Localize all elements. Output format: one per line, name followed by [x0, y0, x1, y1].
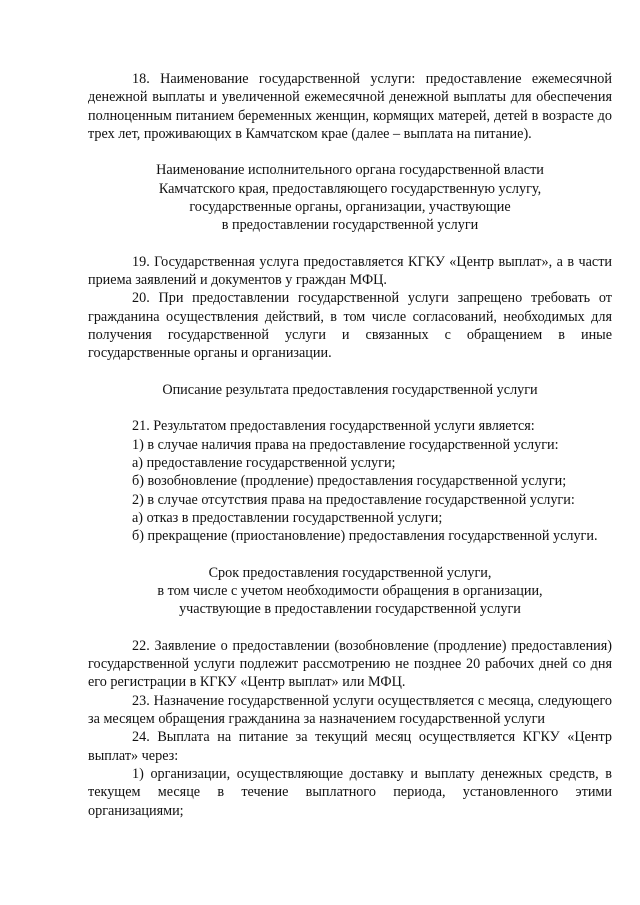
item-21-1-a: а) предоставление государственной услуги;: [132, 454, 396, 471]
item-21-2-a: а) отказ в предоставлении государственной услуги;: [132, 509, 443, 526]
section-gap: [88, 399, 612, 417]
paragraph-21: 21. Результатом предоставления государственной услуги является:: [132, 418, 535, 435]
section-gap: [88, 143, 612, 161]
paragraph-18: 18. Наименование государственной услуги: предоставление ежемесячной денежной выплаты и увеличенной ежемесячной денежной выплаты для обеспечения полноценным питанием беременных женщин, кормящих матерей, детей в возрасте до трех лет, проживающих в Камчатском крае (далее – выплата на питание).: [88, 71, 612, 143]
paragraph-19: 19. Государственная услуга предоставляется КГКУ «Центр выплат», а в части приема заявлений и документов у граждан МФЦ.: [88, 253, 612, 289]
heading-line: участвующие в предоставлении государственной услуги: [179, 601, 521, 618]
heading-line: Наименование исполнительного органа государственной власти: [156, 162, 544, 179]
section-gap: [88, 363, 612, 381]
heading-service-term: [88, 564, 612, 619]
item-21-1: 1) в случае наличия права на предоставление государственной услуги:: [132, 436, 559, 453]
heading-line: Срок предоставления государственной услуги,: [208, 564, 492, 581]
paragraph-23: 23. Назначение государственной услуги осуществляется с месяца, следующего за месяцем обращения гражданина за назначением государственной услуги: [88, 692, 612, 727]
paragraph-24: 24. Выплата на питание за текущий месяц осуществляется КГКУ «Центр выплат» через:: [88, 729, 612, 764]
item-21-2-b: б) прекращение (приостановление) предоставления государственной услуги.: [132, 528, 598, 545]
item-21-2: 2) в случае отсутствия права на предоставление государственной услуги:: [132, 491, 575, 508]
heading-result-description: Описание результата предоставления государственной услуги: [162, 381, 538, 398]
item-21-1-b: б) возобновление (продление) предоставления государственной услуги;: [132, 473, 567, 490]
section-gap: [88, 619, 612, 637]
paragraph-20: 20. При предоставлении государственной услуги запрещено требовать от гражданина осуществления действий, в том числе согласований, необходимых для получения государственной услуги и связанных с обращением в иные государственные органы и организации.: [88, 290, 612, 362]
document-body: [88, 70, 612, 820]
heading-line: государственные органы, организации, участвующие: [189, 199, 511, 216]
section-gap: [88, 235, 612, 253]
heading-line: в том числе с учетом необходимости обращения в организации,: [157, 582, 543, 599]
item-24-1: 1) организации, осуществляющие доставку и выплату денежных средств, в текущем месяце в течение выплатного периода, установленного этими организациями;: [88, 766, 612, 819]
heading-line: в предоставлении государственной услуги: [221, 217, 479, 234]
section-gap: [88, 546, 612, 564]
paragraph-22: 22. Заявление о предоставлении (возобновление (продление) предоставления) государственной услуги подлежит рассмотрению не позднее 20 рабочих дней со дня его регистрации в КГКУ «Центр выплат» или МФЦ.: [88, 637, 612, 691]
heading-executive-authority: [88, 161, 612, 234]
heading-line: Камчатского края, предоставляющего государственную услугу,: [158, 180, 542, 197]
